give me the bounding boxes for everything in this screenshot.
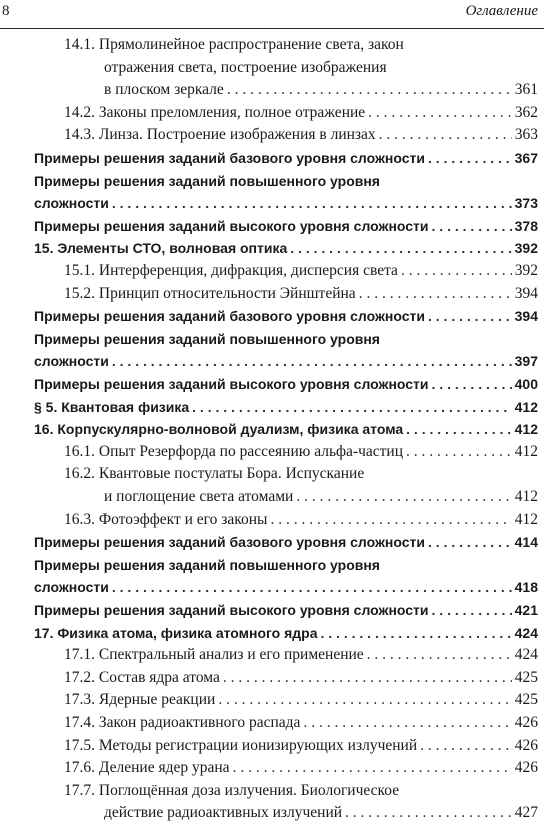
toc-page-number: 394 (514, 308, 538, 325)
toc-entry-title: 15.1. Интерференция, дифракция, дисперсия света (64, 262, 398, 279)
toc-page-number: 397 (514, 353, 538, 370)
toc-entry (104, 79, 538, 101)
leader-dots (432, 599, 512, 621)
toc-entry-title: 17.2. Состав ядра атома (64, 668, 220, 686)
toc-page-number: 363 (514, 126, 538, 144)
toc-entry (34, 373, 538, 395)
page-header (0, 0, 544, 29)
toc-entry (34, 599, 538, 621)
toc-entry (34, 576, 538, 598)
toc-entry-title: 17.5. Методы регистрации ионизирующих излучений (64, 736, 418, 754)
toc-entry (64, 757, 538, 779)
toc-entry (34, 305, 538, 327)
toc-entry (34, 396, 538, 418)
toc-entry-title: и поглощение света атомами (104, 488, 294, 505)
toc-entry (64, 283, 538, 305)
toc-entry-title: 17.4. Закон радиоактивного распада (64, 714, 301, 731)
toc-page-number: 394 (514, 284, 538, 302)
toc-page-number: 426 (514, 714, 538, 731)
toc-entry (34, 622, 538, 644)
leader-dots (227, 79, 512, 101)
toc-entry-title: Примеры решения заданий высокого уровня сложности (34, 602, 429, 618)
toc-page-number: 425 (514, 691, 538, 709)
leader-dots (379, 124, 512, 146)
leader-dots (359, 283, 512, 305)
toc-entry (34, 418, 538, 440)
leader-dots (401, 260, 512, 282)
toc-entry-title: 14.3. Линза. Построение изображения в линзах (64, 126, 376, 144)
toc-entry (64, 644, 538, 666)
toc-entry-title: § 5. Квантовая физика (34, 398, 190, 415)
toc-entry-title: Примеры решения заданий базового уровня сложности (34, 534, 425, 551)
toc-page-number: 424 (514, 624, 538, 641)
toc-entry (34, 237, 538, 259)
toc-entry-title: 17.1. Спектральный анализ и его применение (64, 646, 364, 664)
toc-entry-title: Примеры решения заданий базового уровня сложности (34, 308, 425, 325)
toc-page-number: 426 (514, 736, 538, 754)
toc-page-number: 361 (514, 81, 538, 99)
leader-dots (223, 667, 512, 689)
toc-entry-title: 14.1. Прямолинейное распространение света, закон (64, 36, 404, 53)
toc-entry-title: 14.2. Законы преломления, полное отражение (64, 103, 366, 121)
leader-dots (428, 305, 512, 327)
toc-page-number: 412 (514, 488, 538, 505)
leader-dots (406, 441, 512, 463)
toc-page-number: 425 (514, 668, 538, 686)
toc-entry-title: 16.3. Фотоэффект и его законы (64, 510, 268, 528)
toc-entry (34, 215, 538, 237)
toc-entry (64, 735, 538, 757)
toc-entry (64, 712, 538, 734)
toc-page-number: 426 (514, 759, 538, 777)
toc-entry (64, 689, 538, 711)
toc-entry (64, 34, 538, 56)
toc-page-number: 424 (514, 646, 538, 664)
toc-entry-title: Примеры решения заданий повышенного уровня (34, 330, 380, 347)
toc-entry (104, 486, 538, 508)
leader-dots (428, 147, 512, 169)
leader-dots (432, 215, 512, 237)
leader-dots (406, 418, 511, 440)
toc-entry-title: сложности (34, 195, 109, 212)
leader-dots (296, 486, 511, 508)
toc-entry-title: 15.2. Принцип относительности Эйнштейна (64, 284, 356, 302)
leader-dots (368, 102, 512, 124)
toc-page-number: 418 (514, 579, 538, 596)
toc-entry (34, 328, 538, 350)
leader-dots (345, 802, 512, 824)
toc-entry (64, 780, 538, 802)
toc-entry (34, 192, 538, 214)
leader-dots (367, 644, 512, 666)
toc-entry-title: Примеры решения заданий высокого уровня сложности (34, 376, 429, 392)
toc-entry (64, 667, 538, 689)
toc-entry-title: Примеры решения заданий высокого уровня сложности (34, 217, 429, 234)
toc-page-number: 412 (514, 398, 538, 415)
toc-entry (34, 170, 538, 192)
toc-page-number: 362 (514, 103, 538, 121)
toc-entry (64, 509, 538, 531)
leader-dots (290, 237, 511, 259)
toc-entry (64, 260, 538, 282)
toc-entry (64, 124, 538, 146)
toc-entry (104, 57, 538, 79)
running-title: Оглавление (465, 3, 538, 19)
toc-page-number: 427 (514, 804, 538, 822)
page-number: 8 (2, 3, 10, 19)
leader-dots (432, 373, 512, 395)
leader-dots (218, 689, 511, 711)
toc-page-number: 392 (514, 262, 538, 279)
leader-dots (428, 531, 512, 553)
leader-dots (112, 350, 512, 372)
leader-dots (192, 396, 511, 418)
toc-entry-title: 16.1. Опыт Резерфорда по рассеянию альфа-частиц (64, 442, 404, 460)
toc-entry (34, 554, 538, 576)
toc-page-number: 373 (514, 195, 538, 212)
leader-dots (233, 757, 512, 779)
toc-page-number: 421 (514, 602, 538, 618)
toc-entry (64, 102, 538, 124)
toc-page-number: 412 (514, 421, 538, 438)
toc-entry-title: 15. Элементы СТО, волновая оптика (34, 240, 288, 257)
leader-dots (303, 712, 511, 734)
toc-entry-title: в плоском зеркале (104, 81, 224, 99)
toc-entry-title: Примеры решения заданий повышенного уровня (34, 556, 380, 573)
toc-page-number: 367 (514, 150, 538, 166)
toc-entry-title: 17.3. Ядерные реакции (64, 691, 216, 709)
toc-entry (64, 463, 538, 485)
toc-entry (34, 531, 538, 553)
toc-entry-title: 17.6. Деление ядер урана (64, 759, 230, 777)
toc-entry-title: 17. Физика атома, физика атомного ядра (34, 624, 318, 641)
toc-page-number: 392 (514, 240, 538, 257)
toc-entry-title: действие радиоактивных излучений (104, 804, 343, 822)
leader-dots (270, 509, 511, 531)
toc-page-number: 412 (514, 442, 538, 460)
toc-entry-title: сложности (34, 353, 109, 370)
toc-entry-title: 16. Корпускулярно-волновой дуализм, физика атома (34, 421, 404, 438)
toc-page-number: 412 (514, 510, 538, 528)
toc-entry-title: Примеры решения заданий повышенного уровня (34, 172, 380, 189)
toc-entry-title: 17.7. Поглощённая доза излучения. Биологическое (64, 781, 400, 799)
toc-page-number: 378 (514, 217, 538, 234)
toc-entry (34, 350, 538, 372)
toc-entry-title: отражения света, построение изображения (104, 58, 387, 76)
toc-entry (64, 441, 538, 463)
leader-dots (321, 622, 512, 644)
leader-dots (420, 735, 512, 757)
leader-dots (112, 576, 512, 598)
toc-entry (34, 147, 538, 169)
toc-page-number: 400 (514, 376, 538, 392)
leader-dots (112, 192, 512, 214)
toc-page-number: 414 (514, 534, 538, 551)
toc-entry (104, 802, 538, 824)
toc-entry-title: 16.2. Квантовые постулаты Бора. Испускание (64, 465, 365, 483)
toc-entry-title: Примеры решения заданий базового уровня сложности (34, 150, 425, 166)
toc-entry-title: сложности (34, 579, 109, 596)
